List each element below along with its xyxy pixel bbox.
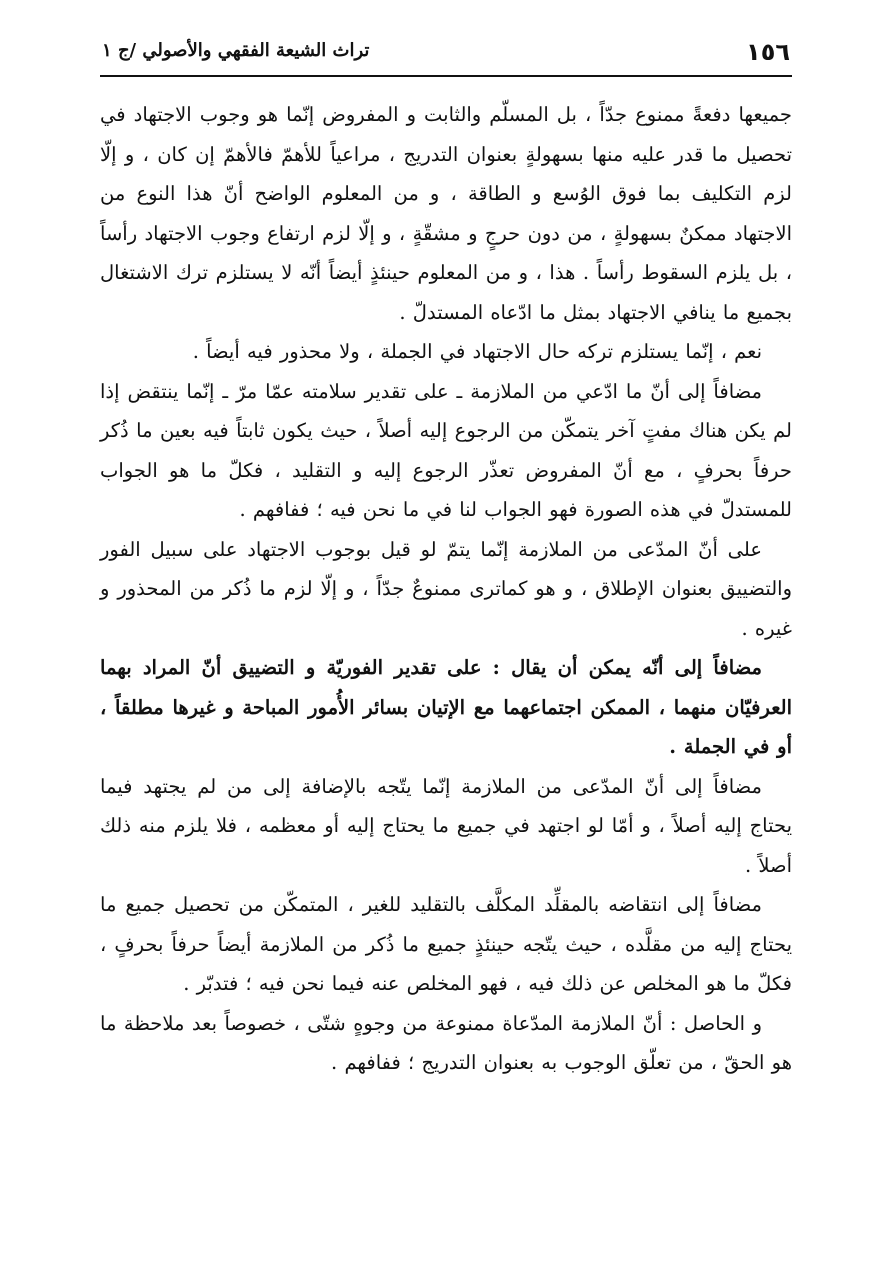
paragraph: مضافاً إلى أنّ المدّعى من الملازمة إنّما يتّجه بالإضافة إلى من لم يجتهد فيما يحتاج إليه أصلاً ، و أمّا لو اجتهد في جميع ما يحتاج إليه أو معظمه ، فلا يلزم منه ذلك أصلاً .: [100, 774, 792, 877]
paragraph: على أنّ المدّعى من الملازمة إنّما يتمّ لو قيل بوجوب الاجتهاد على سبيل الفور والتضييق بعنوان الإطلاق ، و هو كماترى ممنوعٌ جدّاً ، و إلّا لزم ما ذُكر من المحذور و غيره .: [100, 537, 792, 640]
paragraph: و الحاصل : أنّ الملازمة المدّعاة ممنوعة من وجوهٍ شتّى ، خصوصاً بعد ملاحظة ما هو الحقّ ، من تعلّق الوجوب به بعنوان التدريج ؛ ففافهم .: [100, 1011, 792, 1074]
paragraph-bold: مضافاً إلى أنّه يمكن أن يقال : على تقدير الفوريّة و التضييق أنّ المراد بهما العرفيّان منهما ، الممكن اجتماعهما مع الإتيان بسائر الأُمور المباحة و غيرها مطلقاً ، أو في الجملة .: [100, 656, 792, 758]
page-body: [100, 95, 792, 1083]
header-divider: [100, 75, 792, 77]
paragraph: نعم ، إنّما يستلزم تركه حال الاجتهاد في الجملة ، ولا محذور فيه أيضاً .: [192, 340, 762, 363]
paragraph: مضافاً إلى أنّ ما ادّعي من الملازمة ـ على تقدير سلامته عمّا مرّ ـ إنّما ينتقض إذا لم يكن هناك مفتٍ آخر يتمكّن من الرجوع إليه أصلاً ، حيث يكون ثابتاً فيه بعين ما ذُكر حرفاً بحرفٍ ، مع أنّ المفروض تعذّر الرجوع إليه و التقليد ، فكلّ ما هو الجواب للمستدلّ في هذه الصورة فهو الجواب لنا في ما نحن فيه ؛ ففافهم .: [100, 379, 792, 521]
page-header: [100, 34, 792, 74]
page-number: ١٥٦: [746, 38, 790, 66]
paragraph: جميعها دفعةً ممنوع جدّاً ، بل المسلّم والثابت و المفروض إنّما هو وجوب الاجتهاد في تحصيل ما قدر عليه منها بسهولةٍ بعنوان التدريج ، مراعياً للأهمّ فالأهمّ إن كان ، و إلّا لزم التكليف بما فوق الوُسع و الطاقة ، و من المعلوم الواضح أنّ هذا النوع من الاجتهاد ممكنٌ بسهولةٍ ، من دون حرجٍ و مشقّةٍ ، و إلّا لزم ارتفاع وجوب الاجتهاد رأساً ، بل يلزم السقوط رأساً . هذا ، و من المعلوم حينئذٍ أيضاً أنّه لا يستلزم ترك الاشتغال بجميع ما ينافي الاجتهاد بمثل ما ادّعاه المستدلّ .: [100, 103, 792, 324]
running-title: تراث الشيعة الفقهي والأصولي /ج ١: [102, 40, 370, 61]
paragraph: مضافاً إلى انتقاضه بالمقلِّد المكلَّف بالتقليد للغير ، المتمكّن من تحصيل جميع ما يحتاج إليه من مقلَّده ، حيث يتّجه حينئذٍ جميع ما ذُكر من الملازمة أيضاً حرفاً بحرفٍ ، فكلّ ما هو المخلص عن ذلك فيه ، فهو المخلص عنه فيما نحن فيه ؛ فتدبّر .: [100, 893, 792, 995]
